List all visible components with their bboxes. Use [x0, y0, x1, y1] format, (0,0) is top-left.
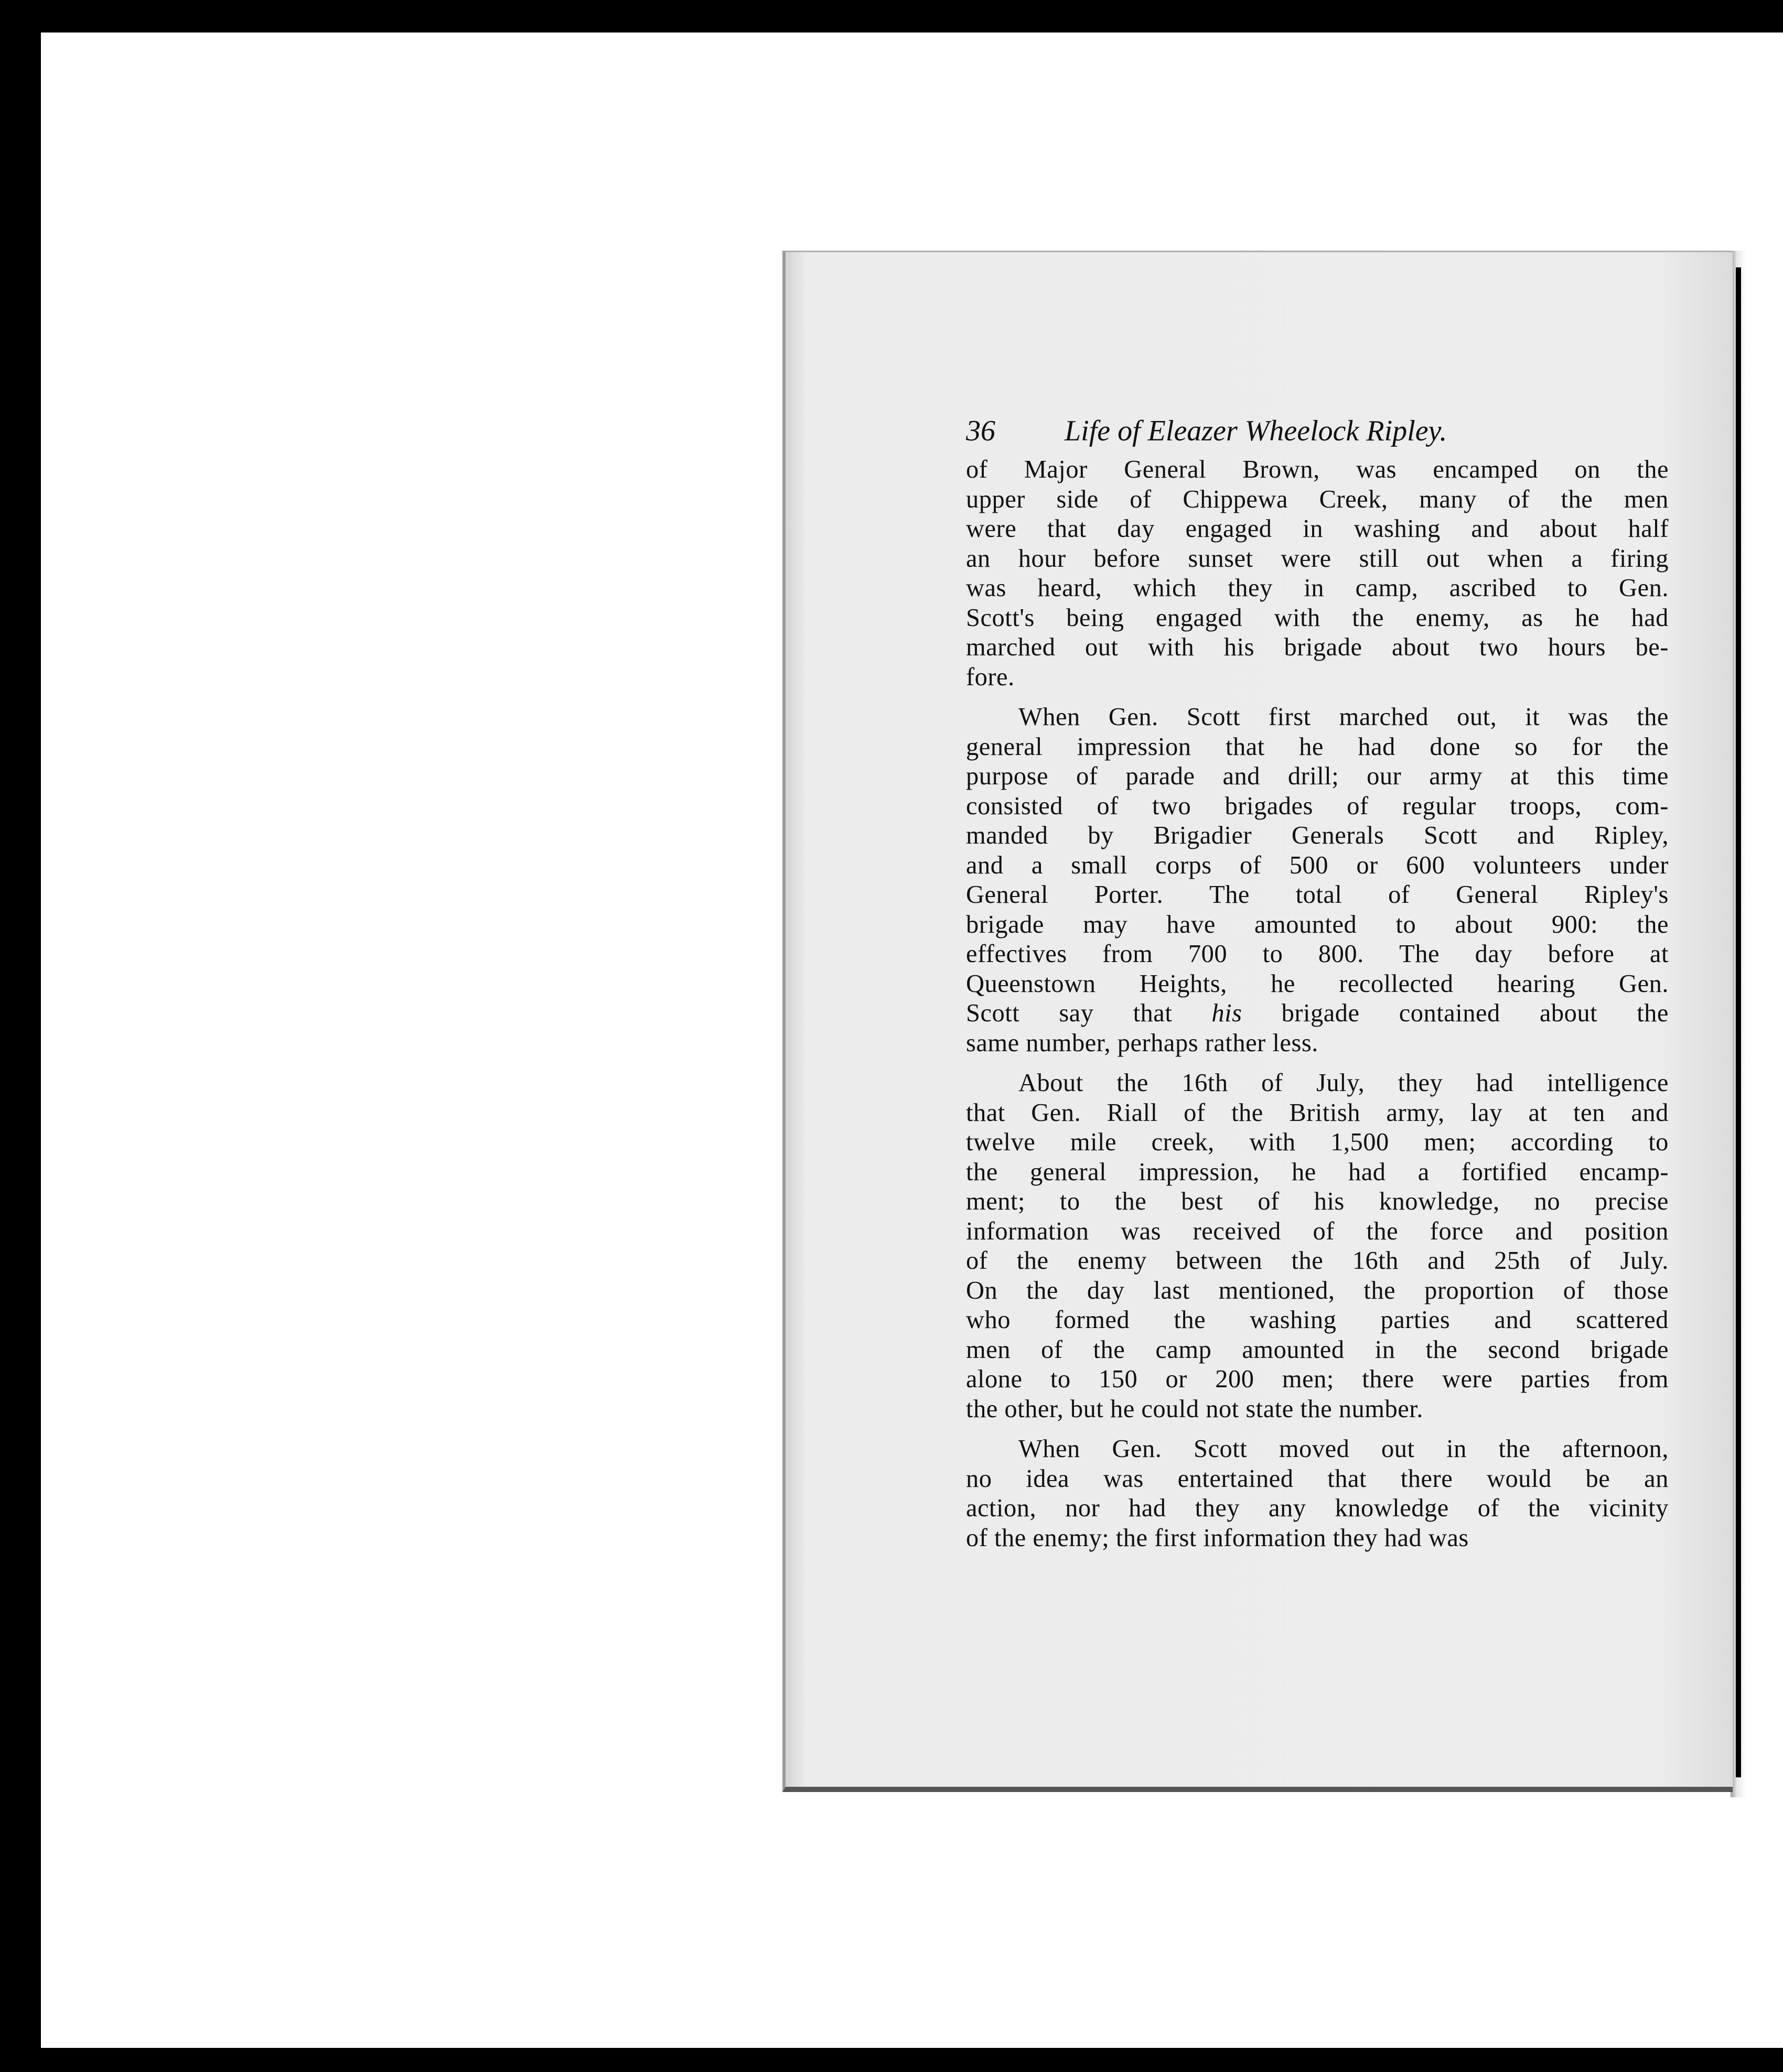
scan-border-top	[0, 0, 1783, 33]
text-line: the other, but he could not state the number.	[966, 1395, 1423, 1423]
text-line: When Gen. Scott first marched out, it was the	[1018, 703, 1669, 731]
text-line: same number, perhaps rather less.	[966, 1029, 1318, 1057]
page-number: 36	[966, 415, 995, 447]
text-line: an hour before sunset were still out when a firing	[966, 544, 1669, 573]
text-line: of Major General Brown, was encamped on the	[966, 456, 1669, 483]
text-line: Queenstown Heights, he recollected hearing Gen.	[966, 969, 1669, 998]
text-block	[966, 414, 1669, 1563]
text-line: of the enemy between the 16th and 25th of July.	[966, 1247, 1669, 1275]
text-line: Scott's being engaged with the enemy, as he had	[966, 603, 1669, 632]
body-text	[966, 455, 1669, 1553]
running-head-title: Life of Eleazer Wheelock Ripley.	[1065, 415, 1447, 447]
text-line: twelve mile creek, with 1,500 men; according to	[966, 1128, 1669, 1156]
text-line: alone to 150 or 200 men; there were parties from	[966, 1365, 1669, 1393]
text-line: were that day engaged in washing and about half	[966, 515, 1669, 543]
text-line: fore.	[966, 663, 1015, 691]
text-line: was heard, which they in camp, ascribed to Gen.	[966, 574, 1669, 602]
text-line: marched out with his brigade about two hours be-	[966, 633, 1669, 661]
text-line: action, nor had they any knowledge of the vicinity	[966, 1494, 1669, 1522]
text-line: who formed the washing parties and scattered	[966, 1306, 1669, 1334]
text-line: On the day last mentioned, the proportion of those	[966, 1276, 1669, 1304]
text-line: manded by Brigadier Generals Scott and Ripley,	[966, 822, 1669, 849]
scan-border-bottom	[0, 2048, 1783, 2072]
text-line: of the enemy; the first information they had was	[966, 1524, 1469, 1552]
text-line: upper side of Chippewa Creek, many of the men	[966, 485, 1669, 513]
text-line: effectives from 700 to 800. The day before at	[966, 940, 1669, 968]
paragraph	[966, 703, 1669, 1058]
text-line: When Gen. Scott moved out in the afternoon,	[1018, 1435, 1669, 1463]
page-stack	[1736, 267, 1741, 1777]
text-line: consisted of two brigades of regular troops, com-	[966, 792, 1669, 820]
text-line: purpose of parade and drill; our army at this time	[966, 762, 1669, 790]
text-line: men of the camp amounted in the second brigade	[966, 1335, 1669, 1364]
paragraph	[966, 455, 1669, 692]
text-line: that Gen. Riall of the British army, lay at ten and	[966, 1098, 1669, 1127]
paragraph	[966, 1069, 1669, 1424]
text-line: brigade may have amounted to about 900: the	[966, 910, 1669, 938]
text-line: ment; to the best of his knowledge, no precise	[966, 1188, 1669, 1215]
paragraph	[966, 1434, 1669, 1553]
text-line: About the 16th of July, they had intelligence	[1018, 1069, 1669, 1097]
text-line: general impression that he had done so for the	[966, 732, 1669, 761]
text-line: no idea was entertained that there would be an	[966, 1464, 1669, 1493]
text-line: the general impression, he had a fortified encamp-	[966, 1158, 1669, 1186]
running-head	[966, 414, 1669, 448]
text-line: information was received of the force and position	[966, 1217, 1669, 1245]
text-line: and a small corps of 500 or 600 volunteers under	[966, 851, 1669, 879]
text-line: General Porter. The total of General Ripley's	[966, 881, 1669, 909]
scan-border-left	[0, 0, 41, 2072]
text-line: Scott say that his brigade contained about the	[966, 999, 1669, 1027]
